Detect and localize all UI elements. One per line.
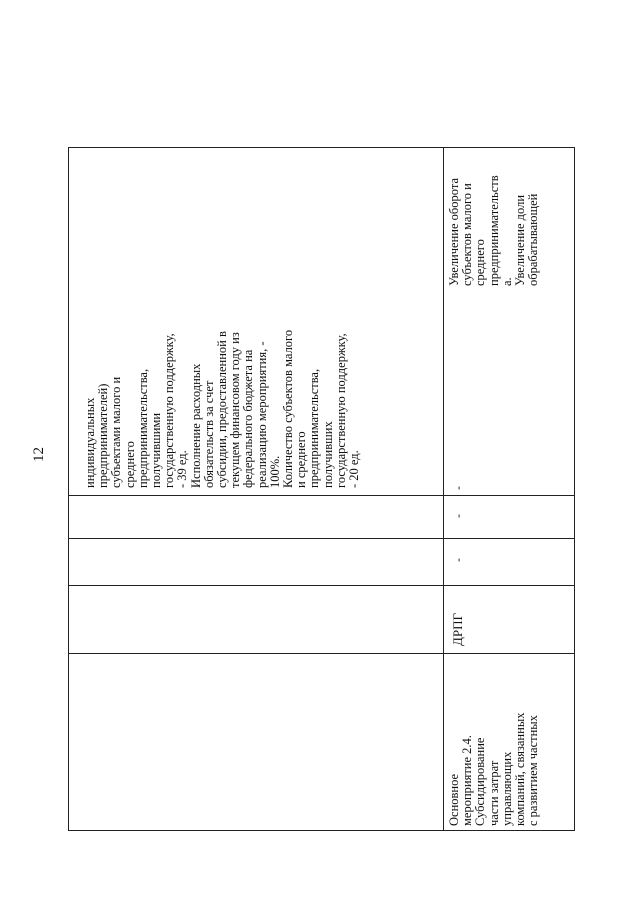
event-col5-value: - (451, 486, 465, 490)
page-number: 12 (31, 447, 47, 462)
event-col3-value: - (451, 558, 465, 562)
table-line (68, 495, 575, 496)
table-border-bottom (68, 830, 575, 831)
event-col4-value: - (451, 514, 465, 518)
table-border-left (68, 147, 69, 831)
indicator-text: индивидуальных предпринимателей) субъектами малого и среднего предпринимательства, получившими государственную поддержку, - 39 ед. Исполнение расходных обязательств за счет субсидии, предоставленной в текущем финансовом году из федерального бюджета на реализацию мероприятия, - 100%. Количество субъектов малого и среднего предпринимательства, получивших государственную поддержку, - 20 ед. (83, 329, 362, 488)
table-line (443, 147, 444, 831)
event-executor: ДРПГ (450, 612, 465, 646)
table-border-top (68, 147, 575, 148)
table-border-right (574, 147, 575, 831)
event-name: Основное мероприятие 2.4. Субсидирование части затрат управляющих компаний, связанных с развитием частных (447, 712, 541, 826)
table-line (68, 653, 575, 654)
table-line (68, 538, 575, 539)
event-result: Увеличение оборота субъектов малого и среднего предпринимательств а. Увеличение доли обрабатывающей (447, 175, 541, 286)
table-line (68, 585, 575, 586)
